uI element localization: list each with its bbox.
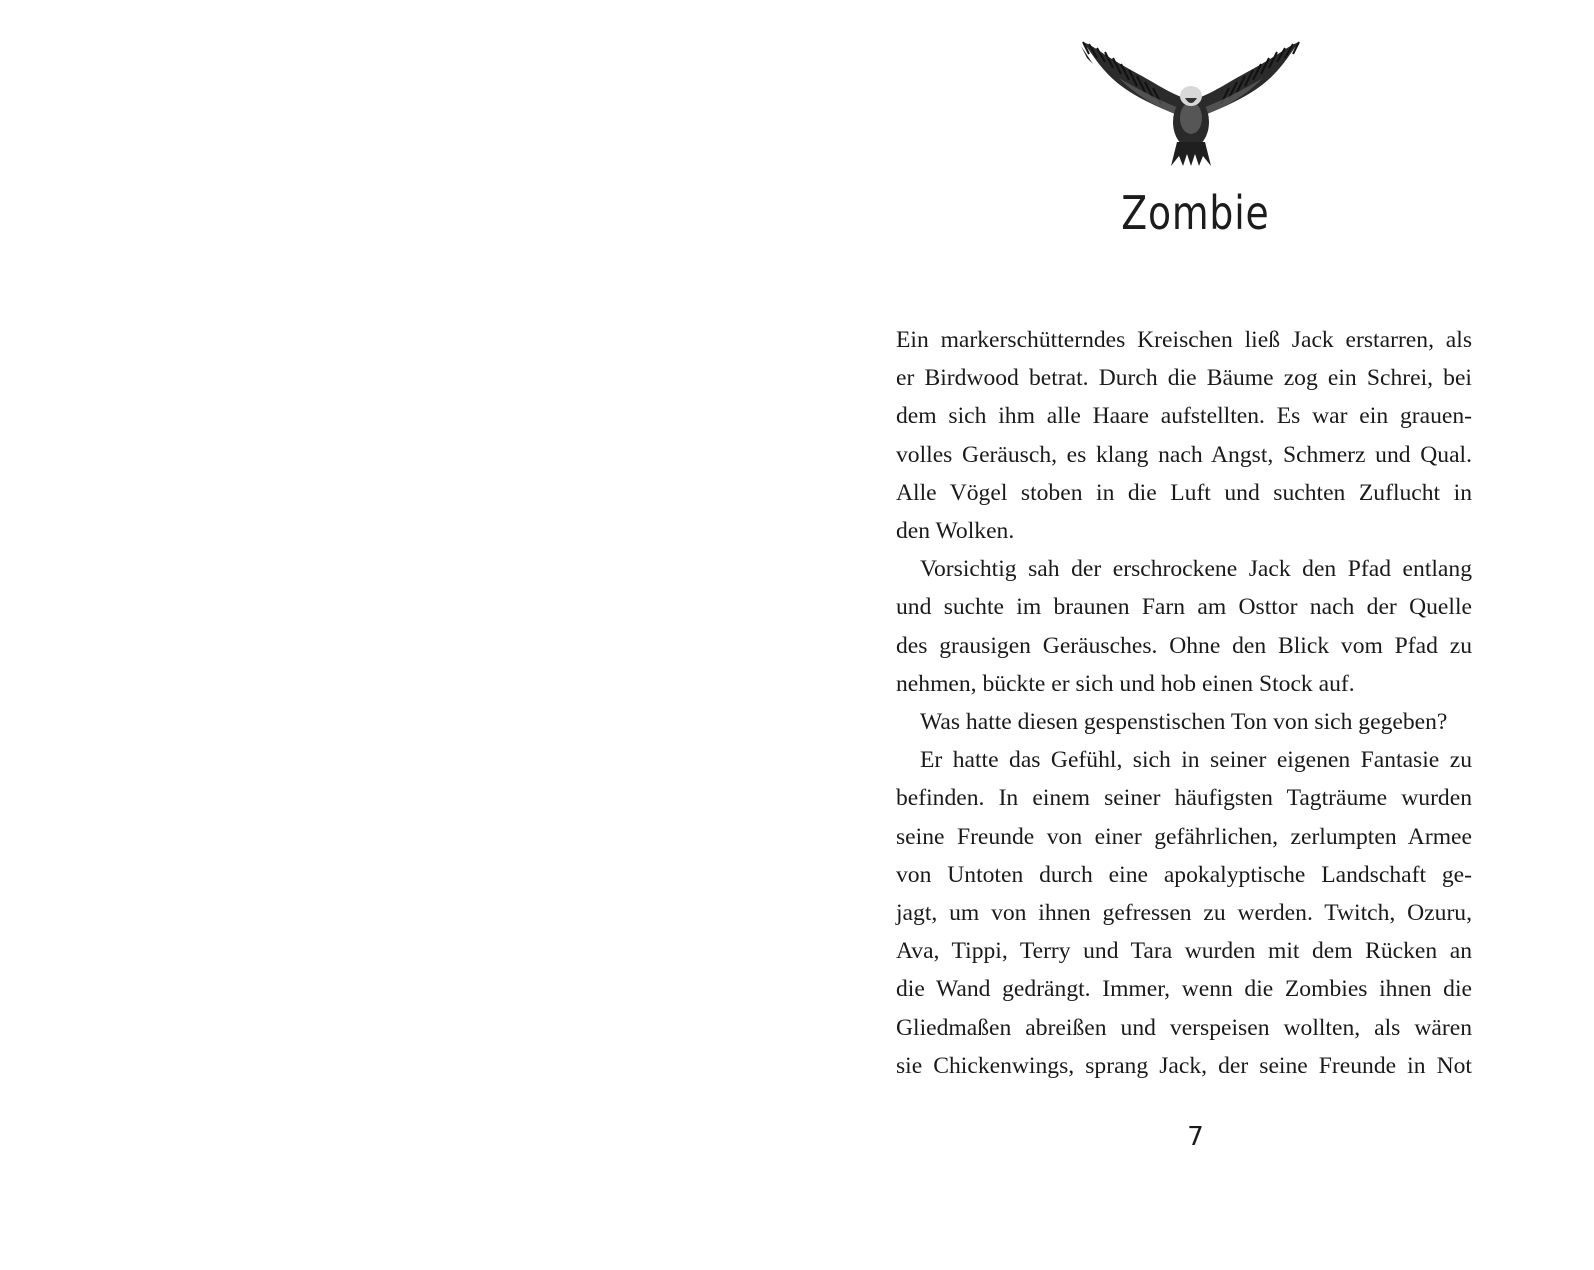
text-line: Ava, Tippi, Terry und Tara wurden mit dem Rücken an xyxy=(896,938,1472,965)
paragraph-1 xyxy=(896,321,1472,550)
text-line: Vorsichtig sah der erschrockene Jack den Pfad entlang xyxy=(920,556,1472,583)
text-line: jagt, um von ihnen gefressen zu werden. Twitch, Ozuru, xyxy=(896,900,1472,927)
text-line: von Untoten durch eine apokalyptische Landschaft ge- xyxy=(896,861,1472,888)
right-page xyxy=(797,0,1594,1270)
text-line: seine Freunde von einer gefährlichen, zerlumpten Armee xyxy=(896,823,1472,850)
paragraph-2 xyxy=(896,550,1472,703)
text-line: Was hatte diesen gespenstischen Ton von sich gegeben? xyxy=(920,709,1448,736)
paragraph-4 xyxy=(896,741,1472,1085)
eagle-icon xyxy=(1079,38,1303,168)
text-line: dem sich ihm alle Haare aufstellten. Es war ein grauen- xyxy=(896,403,1472,430)
text-line: Alle Vögel stoben in die Luft und suchten Zuflucht in xyxy=(896,479,1472,506)
text-line: Gliedmaßen abreißen und verspeisen wollten, als wären xyxy=(896,1014,1472,1041)
chapter-body-text xyxy=(896,321,1472,1085)
text-line: er Birdwood betrat. Durch die Bäume zog ein Schrei, bei xyxy=(896,365,1472,392)
text-line: sie Chickenwings, sprang Jack, der seine Freunde in Not xyxy=(896,1052,1472,1079)
chapter-title: Zombie xyxy=(1121,186,1270,240)
page-number: 7 xyxy=(1187,1122,1204,1152)
text-line: Ein markerschütterndes Kreischen ließ Jack erstarren, als xyxy=(896,327,1472,353)
text-line: volles Geräusch, es klang nach Angst, Schmerz und Qual. xyxy=(896,441,1472,468)
text-line: des grausigen Geräusches. Ohne den Blick vom Pfad zu xyxy=(896,632,1472,659)
text-line: die Wand gedrängt. Immer, wenn die Zombies ihnen die xyxy=(896,976,1472,1003)
text-line: Er hatte das Gefühl, sich in seiner eigenen Fantasie zu xyxy=(920,747,1472,774)
text-line: nehmen, bückte er sich und hob einen Stock auf. xyxy=(896,670,1355,697)
text-line: befinden. In einem seiner häufigsten Tagträume wurden xyxy=(896,785,1472,812)
text-line: den Wolken. xyxy=(896,518,1015,545)
text-line: und suchte im braunen Farn am Osttor nach der Quelle xyxy=(896,594,1472,621)
paragraph-3 xyxy=(896,703,1472,741)
